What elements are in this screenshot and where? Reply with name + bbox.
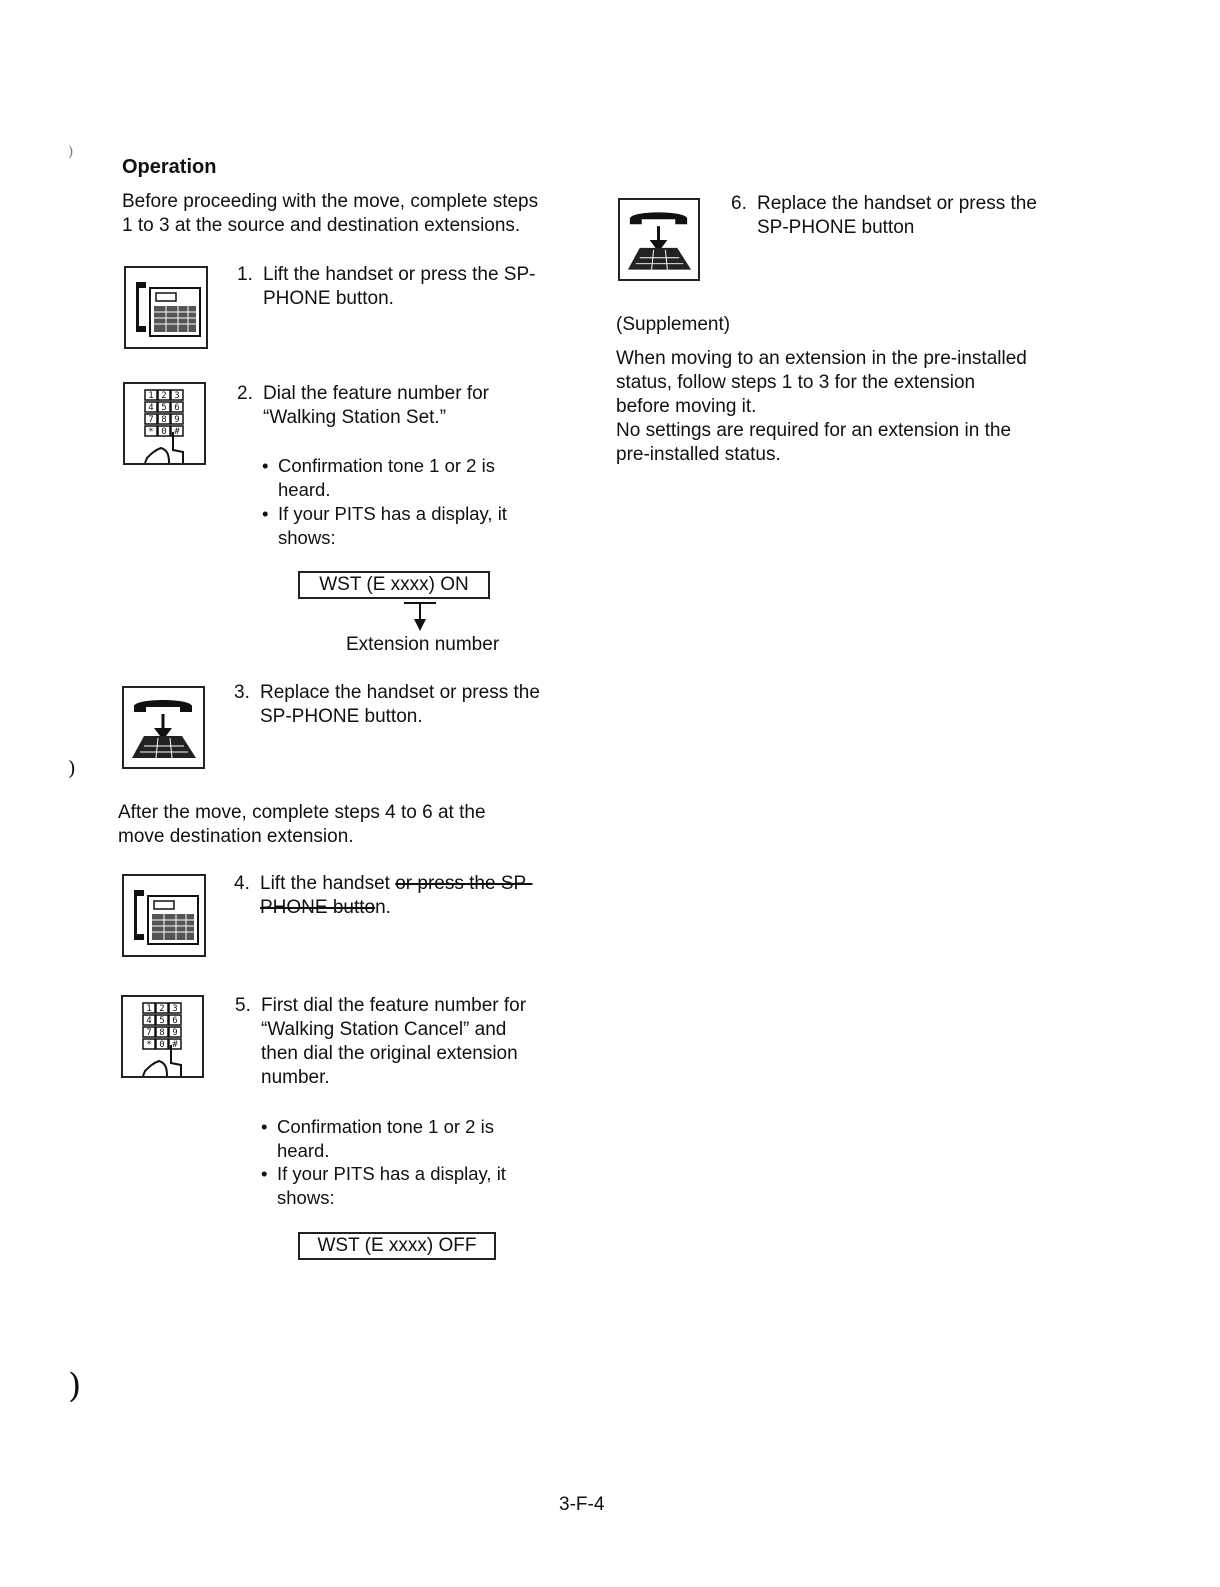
margin-mark: )	[68, 144, 74, 160]
svg-text:3: 3	[172, 1004, 178, 1014]
svg-text:1: 1	[146, 1004, 152, 1014]
page-number: 3-F-4	[559, 1494, 605, 1515]
svg-text:0: 0	[159, 1040, 165, 1050]
margin-mark: )	[68, 1366, 82, 1406]
svg-text:8: 8	[161, 415, 167, 425]
bullet-item: • If your PITS has a display, it shows:	[262, 503, 507, 548]
svg-text:5: 5	[159, 1016, 165, 1026]
svg-text:7: 7	[146, 1028, 152, 1038]
section-heading: Operation	[122, 156, 217, 178]
svg-text:9: 9	[174, 415, 180, 425]
handset-replace-icon	[618, 198, 700, 281]
bullet-item: • Confirmation tone 1 or 2 is heard.	[261, 1116, 494, 1161]
supplement-title: (Supplement)	[616, 314, 731, 335]
svg-text:7: 7	[148, 415, 154, 425]
svg-text:2: 2	[159, 1004, 165, 1014]
arrow-down-icon	[400, 601, 440, 633]
bullet-item: • If your PITS has a display, it shows:	[261, 1163, 506, 1208]
svg-text:2: 2	[161, 391, 167, 401]
svg-text:*: *	[148, 427, 154, 437]
svg-text:1: 1	[148, 391, 154, 401]
after-move-paragraph: After the move, complete steps 4 to 6 at the move destination extension.	[118, 802, 486, 847]
handset-lift-icon	[122, 874, 206, 957]
handset-lift-icon	[124, 266, 208, 349]
keypad-dial-icon	[121, 995, 204, 1078]
svg-text:#: #	[174, 427, 180, 437]
bullet-item: • Confirmation tone 1 or 2 is heard.	[262, 455, 495, 500]
svg-text:0: 0	[161, 427, 167, 437]
svg-text:9: 9	[172, 1028, 178, 1038]
svg-text:8: 8	[159, 1028, 165, 1038]
display-readout-off: WST (E xxxx) OFF	[298, 1232, 496, 1260]
svg-text:6: 6	[174, 403, 180, 413]
svg-text:4: 4	[148, 403, 154, 413]
svg-text:4: 4	[146, 1016, 152, 1026]
extension-number-label: Extension number	[346, 634, 500, 655]
step-4: 4. Lift the handset or press the SP- PHONE button.	[234, 873, 533, 918]
svg-text:5: 5	[161, 403, 167, 413]
svg-text:6: 6	[172, 1016, 178, 1026]
step-5: 5. First dial the feature number for “Walking Station Cancel” and then dial the original extension number.	[235, 995, 527, 1088]
step-3: 3. Replace the handset or press the SP-PHONE button.	[234, 682, 540, 727]
step-2: 2. Dial the feature number for “Walking Station Set.”	[237, 383, 490, 428]
display-readout-on: WST (E xxxx) ON	[298, 571, 490, 599]
intro-paragraph: Before proceeding with the move, complete steps 1 to 3 at the source and destination extensions.	[122, 191, 539, 236]
margin-mark: )	[68, 756, 76, 780]
svg-text:3: 3	[174, 391, 180, 401]
keypad-dial-icon	[123, 382, 206, 465]
step-6: 6. Replace the handset or press the SP-PHONE button	[731, 193, 1037, 238]
step-1: 1. Lift the handset or press the SP- PHONE button.	[237, 264, 536, 309]
supplement-text: When moving to an extension in the pre-installed status, follow steps 1 to 3 for the extension before moving it. No settings are required for an extension in the pre-installed status.	[616, 348, 1027, 465]
svg-text:*: *	[146, 1040, 152, 1050]
svg-text:#: #	[172, 1040, 178, 1050]
handset-replace-icon	[122, 686, 205, 769]
